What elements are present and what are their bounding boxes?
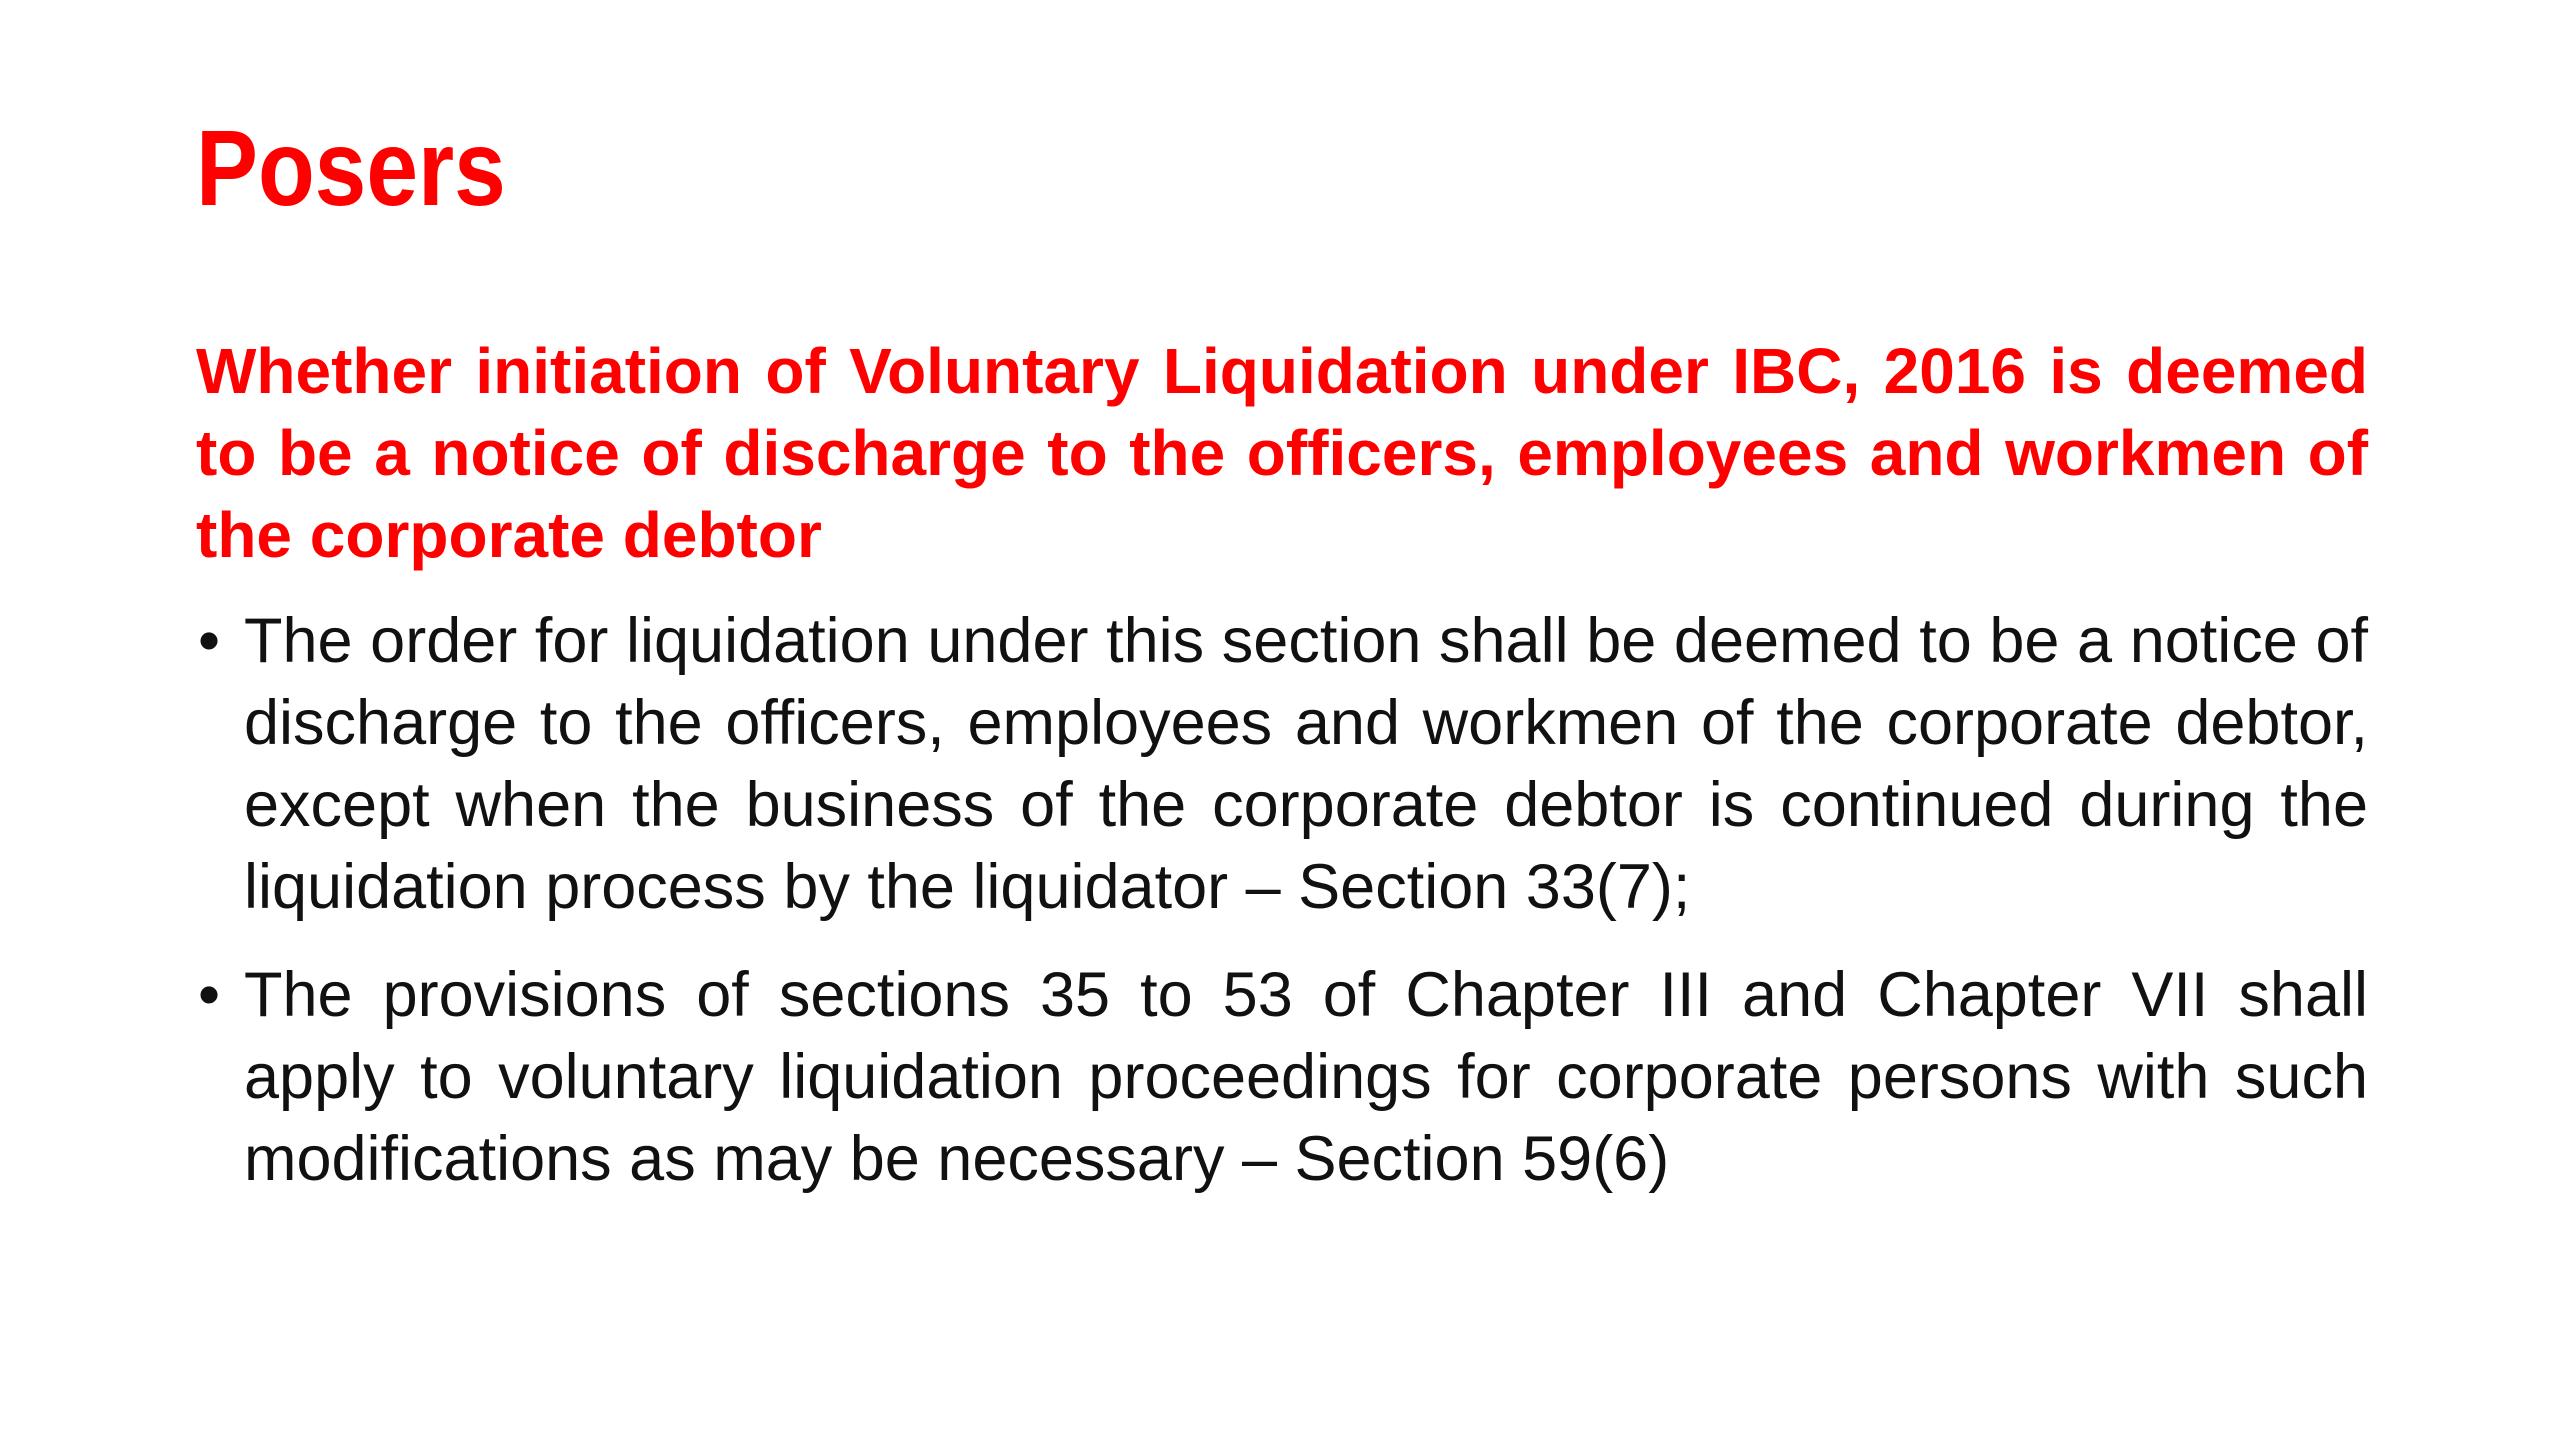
bullet-icon: • [198, 606, 221, 676]
question-heading: Whether initiation of Voluntary Liquidation under IBC, 2016 is deemed to be a notice of discharge to the officers, employees and workmen of the corporate debtor [196, 335, 2368, 571]
slide-title: Posers [196, 107, 506, 228]
bullet-icon: • [198, 960, 221, 1030]
bullet-list [196, 600, 2368, 1226]
bullet-text: The order for liquidation under this section shall be deemed to be a notice of discharge to the officers, employees and workmen of the corporate debtor, except when the business of the corporate debtor is continued during the liquidation process by the liquidator – Section 33(7); [244, 606, 2368, 922]
bullet-item [196, 954, 2368, 1200]
bullet-item [196, 600, 2368, 928]
bullet-text: The provisions of sections 35 to 53 of Chapter III and Chapter VII shall apply to voluntary liquidation proceedings for corporate persons with such modifications as may be necessary – Section 59(6) [244, 960, 2368, 1194]
